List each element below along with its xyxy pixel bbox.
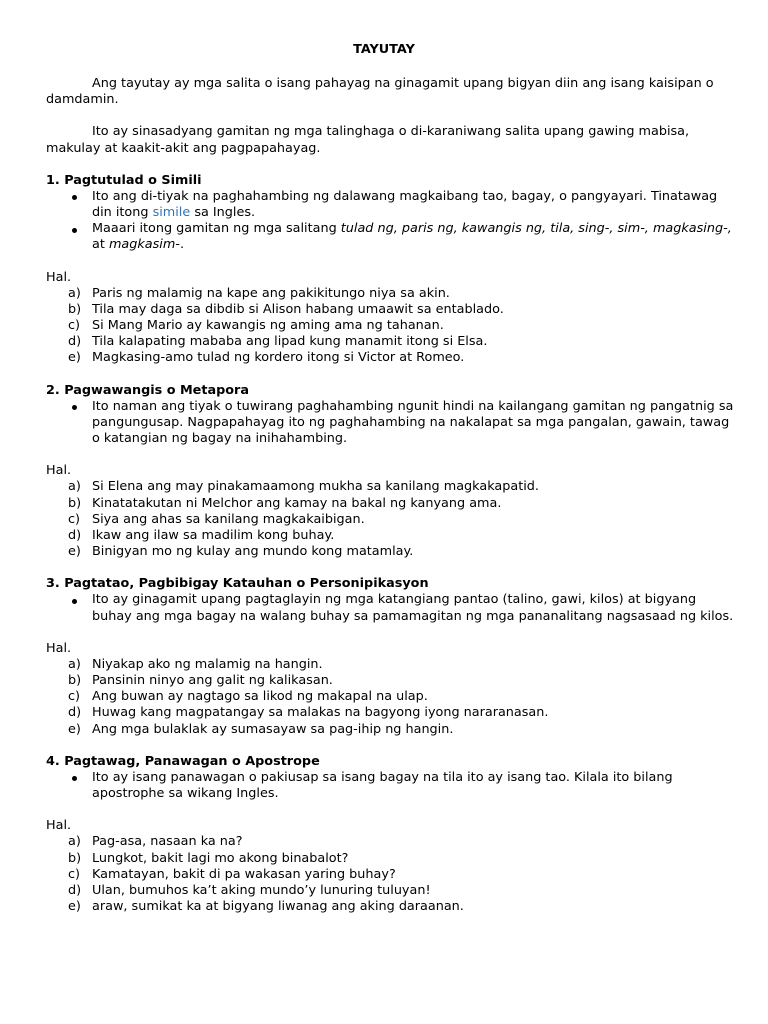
section-pagtawag	[46, 754, 739, 915]
bullet-item	[46, 770, 739, 802]
example-marker: e)	[68, 899, 81, 915]
example-marker: b)	[68, 850, 82, 866]
document-title: TAYUTAY	[353, 42, 415, 57]
example-marker: e)	[68, 721, 81, 737]
example-item	[46, 496, 739, 512]
bullet-text: at	[92, 237, 109, 253]
bullet-text: Ito ay isang panawagan o pakiusap sa isang bagay na tila ito ay isang tao. Kilala ito bilang apostrophe sa wikang Ingles.	[92, 769, 673, 802]
example-text: Kinatatakutan ni Melchor ang kamay na bakal ng kanyang ama.	[92, 495, 502, 511]
example-text: Pansinin ninyo ang galit ng kalikasan.	[92, 673, 333, 689]
example-item	[46, 689, 739, 705]
example-item	[46, 544, 739, 560]
example-text: Paris ng malamig na kape ang pakikitungo niya sa akin.	[92, 285, 450, 301]
bullet-icon	[72, 228, 77, 233]
examples-label: Hal.	[46, 640, 72, 656]
bullet-text: .	[179, 237, 185, 253]
section-pagwawangis	[46, 383, 739, 561]
example-item	[46, 851, 739, 867]
bullet-item	[46, 399, 739, 447]
example-item	[46, 705, 739, 721]
example-text: Tila may daga sa dibdib si Alison habang umaawit sa entablado.	[92, 301, 504, 317]
italic-terms: tulad ng, paris ng, kawangis ng, tila, sing-, sim-, magkasing-,	[340, 221, 732, 237]
example-item	[46, 867, 739, 883]
simile-term: simile	[152, 205, 191, 221]
bullet-item	[46, 592, 739, 624]
bullet-text: Maaari itong gamitan ng mga salitang	[92, 221, 341, 237]
example-list	[46, 657, 739, 738]
example-item	[46, 883, 739, 899]
bullet-text: Ito naman ang tiyak o tuwirang paghahambing ngunit hindi na kailangang gamitan ng pangatnig sa pangungusap. Nagpapahayag ito ng paghahambing na nakalapat sa mga pangalan, gawain, tawag o katangian ng bagay na inihahambing.	[92, 398, 734, 447]
example-marker: c)	[68, 866, 81, 882]
example-list	[46, 834, 739, 915]
example-item	[46, 350, 739, 366]
example-marker: d)	[68, 705, 82, 721]
bullet-list	[46, 399, 739, 447]
example-marker: a)	[68, 834, 81, 850]
example-marker: a)	[68, 479, 81, 495]
examples-label: Hal.	[46, 269, 72, 285]
example-text: Niyakap ako ng malamig na hangin.	[92, 656, 323, 672]
example-list	[46, 479, 739, 560]
example-text: Ikaw ang ilaw sa madilim kong buhay.	[92, 527, 335, 543]
bullet-item	[46, 221, 739, 253]
bullet-list	[46, 592, 739, 624]
example-text: Si Elena ang may pinakamaamong mukha sa kanilang magkakapatid.	[92, 479, 539, 495]
bullet-icon	[72, 599, 77, 604]
example-text: Lungkot, bakit lagi mo akong binabalot?	[92, 850, 349, 866]
example-list	[46, 286, 739, 367]
example-item	[46, 657, 739, 673]
example-marker: e)	[68, 543, 81, 559]
example-marker: c)	[68, 689, 81, 705]
bullet-text: Ito ay ginagamit upang pagtaglayin ng mga katangiang pantao (talino, gawi, kilos) at bigyang buhay ang mga bagay na walang buhay sa pamamagitan ng mga pananalitang nagsasaad ng kilos.	[92, 592, 734, 624]
section-heading: 1. Pagtutulad o Simili	[46, 172, 202, 188]
section-pagtutulad	[46, 173, 739, 367]
example-marker: e)	[68, 350, 81, 366]
example-item	[46, 318, 739, 334]
example-item	[46, 479, 739, 495]
example-text: araw, sumikat ka at bigyang liwanag ang aking daraanan.	[92, 899, 464, 915]
document-body	[46, 76, 739, 915]
example-item	[46, 899, 739, 915]
bullet-icon	[72, 195, 77, 200]
example-marker: b)	[68, 673, 82, 689]
examples-label: Hal.	[46, 818, 72, 834]
bullet-list	[46, 189, 739, 254]
bullet-icon	[72, 776, 77, 781]
example-item	[46, 334, 739, 350]
example-text: Si Mang Mario ay kawangis ng aming ama ng tahanan.	[92, 318, 444, 334]
intro-paragraph: Ito ay sinasadyang gamitan ng mga talinghaga o di-karaniwang salita upang gawing mabisa, makulay at kaakit-akit ang pagpapahayag.	[46, 124, 690, 156]
example-marker: c)	[68, 511, 81, 527]
example-text: Binigyan mo ng kulay ang mundo kong matamlay.	[92, 543, 414, 559]
example-item	[46, 834, 739, 850]
examples-label: Hal.	[46, 463, 72, 479]
example-marker: d)	[68, 527, 82, 543]
example-item	[46, 722, 739, 738]
bullet-text: Ito ang di-tiyak na paghahambing ng dalawang magkaibang tao, bagay, o pangyayari. Tinatawag din itong	[92, 188, 718, 221]
italic-terms: magkasim-	[108, 237, 180, 253]
example-text: Ang buwan ay nagtago sa likod ng makapal na ulap.	[92, 689, 428, 705]
example-item	[46, 528, 739, 544]
bullet-list	[46, 770, 739, 802]
example-item	[46, 512, 739, 528]
example-marker: b)	[68, 495, 82, 511]
bullet-icon	[72, 405, 77, 410]
example-item	[46, 286, 739, 302]
section-pagtatao	[46, 576, 739, 737]
intro-paragraph: Ang tayutay ay mga salita o isang pahayag na ginagamit upang bigyan diin ang isang kaisipan o damdamin.	[46, 75, 714, 108]
section-heading: 2. Pagwawangis o Metapora	[46, 382, 250, 398]
example-marker: c)	[68, 318, 81, 334]
section-heading: 3. Pagtatao, Pagbibigay Katauhan o Personipikasyon	[46, 576, 429, 592]
example-item	[46, 302, 739, 318]
example-marker: a)	[68, 656, 81, 672]
example-text: Kamatayan, bakit di pa wakasan yaring buhay?	[92, 866, 396, 882]
example-item	[46, 673, 739, 689]
example-marker: d)	[68, 334, 82, 350]
example-text: Ang mga bulaklak ay sumasayaw sa pag-ihip ng hangin.	[92, 721, 454, 737]
example-text: Pag-asa, nasaan ka na?	[92, 834, 243, 850]
example-marker: d)	[68, 882, 82, 898]
example-marker: b)	[68, 301, 82, 317]
example-text: Ulan, bumuhos ka’t aking mundo’y lunuring tuluyan!	[92, 882, 431, 898]
bullet-text: sa Ingles.	[190, 205, 256, 221]
example-text: Tila kalapating mababa ang lipad kung manamit itong si Elsa.	[92, 334, 488, 350]
section-heading: 4. Pagtawag, Panawagan o Apostrope	[46, 753, 320, 769]
example-text: Siya ang ahas sa kanilang magkakaibigan.	[92, 511, 365, 527]
bullet-item	[46, 189, 739, 221]
example-marker: a)	[68, 285, 81, 301]
example-text: Huwag kang magpatangay sa malakas na bagyong iyong nararanasan.	[92, 705, 549, 721]
example-text: Magkasing-amo tulad ng kordero itong si Victor at Romeo.	[92, 350, 465, 366]
